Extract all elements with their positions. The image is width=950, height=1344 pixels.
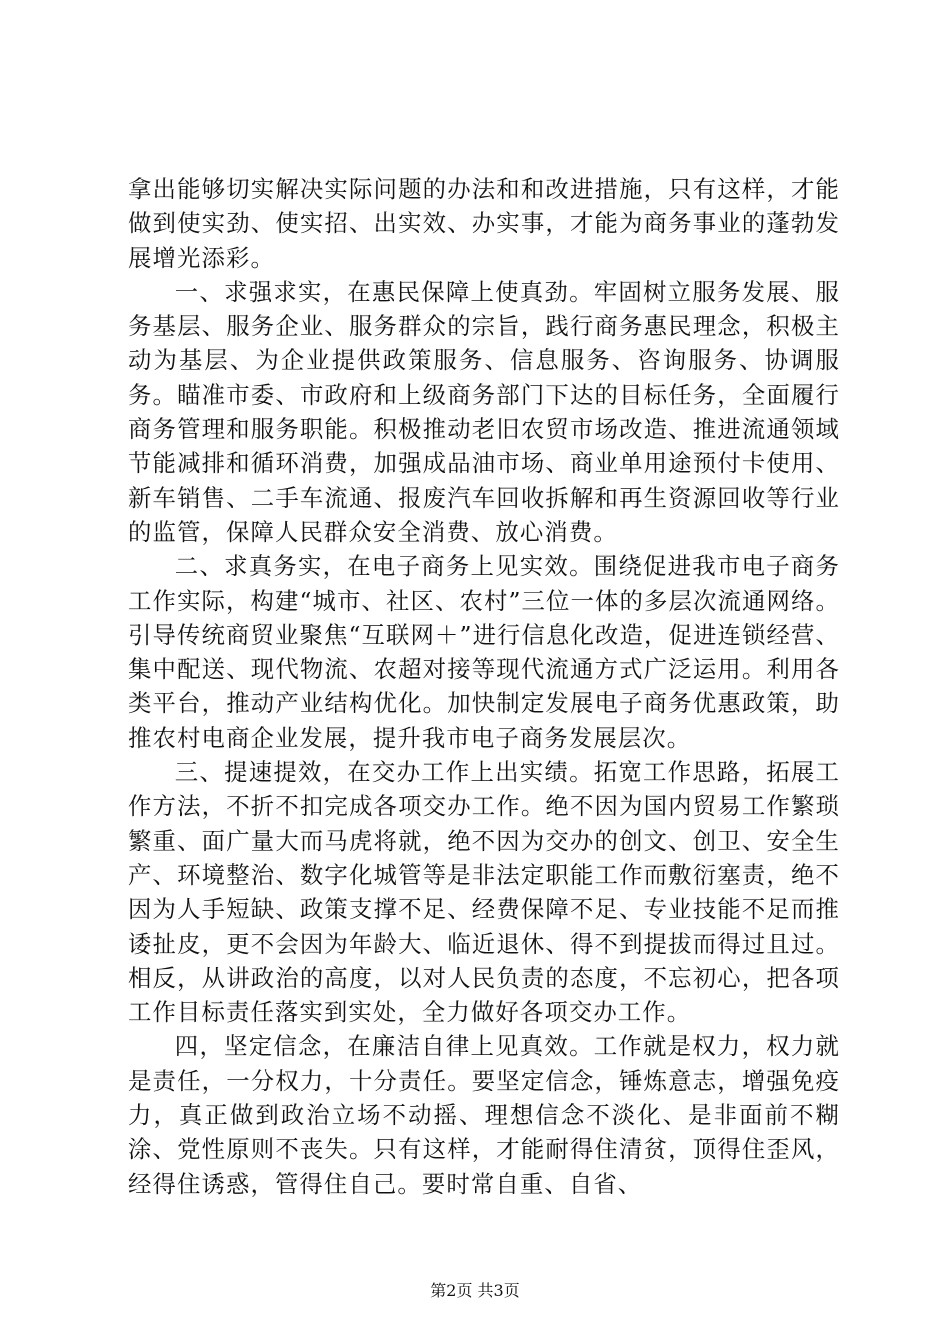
paragraph-section-1: 一、求强求实，在惠民保障上使真劲。牢固树立服务发展、服务基层、服务企业、服务群众的宗旨，践行商务惠民理念，积极主动为基层、为企业提供政策服务、信息服务、咨询服务、协调服务。瞄准市委、市政府和上级商务部门下达的目标任务，全面履行商务管理和服务职能。积极推动老旧农贸市场改造、推进流通领域节能减排和循环消费，加强成品油市场、商业单用途预付卡使用、新车销售、二手车流通、报废汽车回收拆解和再生资源回收等行业的监管，保障人民群众安全消费、放心消费。 — [128, 277, 840, 546]
document-body — [128, 172, 840, 1201]
paragraph-section-2: 二、求真务实，在电子商务上见实效。围绕促进我市电子商务工作实际，构建“城市、社区、农村”三位一体的多层次流通网络。引导传统商贸业聚焦“互联网＋”进行信息化改造，促进连锁经营、集中配送、现代物流、农超对接等现代流通方式广泛运用。利用各类平台，推动产业结构优化。加快制定发展电子商务优惠政策，助推农村电商企业发展，提升我市电子商务发展层次。 — [128, 552, 840, 752]
paragraph-section-3: 三、提速提效，在交办工作上出实绩。拓宽工作思路，拓展工作方法，不折不扣完成各项交办工作。绝不因为国内贸易工作繁琐繁重、面广量大而马虎将就，绝不因为交办的创文、创卫、安全生产、环境整治、数字化城管等是非法定职能工作而敷衍塞责，绝不因为人手短缺、政策支撑不足、经费保障不足、专业技能不足而推诿扯皮，更不会因为年龄大、临近退休、得不到提拔而得过且过。相反，从讲政治的高度，以对人民负责的态度，不忘初心，把各项工作目标责任落实到实处，全力做好各项交办工作。 — [128, 758, 840, 1027]
paragraph-continuation: 拿出能够切实解决实际问题的办法和和改进措施，只有这样，才能做到使实劲、使实招、出实效、办实事，才能为商务事业的蓬勃发展增光添彩。 — [128, 175, 840, 272]
paragraph-section-4: 四，坚定信念，在廉洁自律上见真效。工作就是权力，权力就是责任，一分权力，十分责任。要坚定信念，锤炼意志，增强免疫力，真正做到政治立场不动摇、理想信念不淡化、是非面前不糊涂、党性原则不丧失。只有这样，才能耐得住清贫，顶得住歪风，经得住诱惑，管得住自己。要时常自重、自省、 — [128, 1032, 840, 1198]
page-number-footer: 第2页 共3页 — [430, 1281, 520, 1300]
